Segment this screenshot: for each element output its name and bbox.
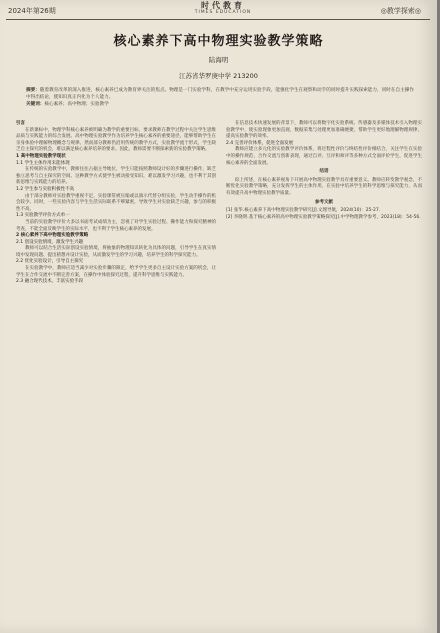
subsection-heading: 2.1 创设实验情境，激发学生兴趣: [16, 239, 84, 245]
keywords: [26, 101, 414, 108]
paragraph: 在传统的实验教学中，教师往往占据主导地位，学生只能按照教师设计好的步骤进行操作，缺乏独立思考与自主探究的空间。这种教学方式使学生被动接受知识，难以激发学习兴趣，也不利于其创新思维与实践能力的培养。: [16, 167, 216, 186]
section-heading: 1 高中物理实验教学现状: [16, 153, 66, 159]
section-heading: 2 核心素养下高中物理实验教学策略: [16, 233, 89, 239]
keywords-text: 核心素养；高中物理；实验教学: [44, 102, 109, 107]
abstract-label: 摘要：: [26, 88, 40, 93]
abstract: [26, 87, 414, 101]
subsection-heading: 2.2 优化实验设计，引导自主探究: [16, 259, 84, 265]
journal-name-en: TIMES EDUCATION: [194, 10, 252, 15]
conclusion-heading: 结语: [319, 169, 329, 175]
issue-label: 2024年第26期: [8, 7, 56, 15]
journal-name: 时代教育: [201, 0, 245, 10]
author-affiliation: 江苏省华罗庚中学 213200: [179, 72, 258, 80]
subsection-heading: 1.2 学生参与实验积极性不高: [16, 186, 75, 192]
subsection-heading: 1.1 学生主体作用未能体现: [16, 160, 70, 166]
paragraph: 在信息技术快速发展的背景下，教师可以将数字化实验系统、传感器及多媒体技术引入物理实验教学中，使实验现象更加直观，数据采集与处理更加准确便捷，帮助学生更好地理解物理规律，提高实验教学的效率。: [226, 121, 422, 140]
author-name: 陆海明: [208, 56, 229, 64]
paragraph: 教师应建立多元化的实验教学评价体系，将过程性评价与终结性评价相结合，关注学生在实验中的操作规范、合作交流与创新表现，通过自评、互评和师评等多种方式全面评价学生，促进学生核心素养的全面发展。: [226, 147, 422, 166]
section-label: ◎教学探索◎: [380, 7, 421, 15]
keywords-label: 关键词：: [26, 102, 45, 107]
reference-item: [1] 张华.核心素养下高中物理实验教学研究[J].文理导航，2024(10)：25-27.: [226, 208, 381, 214]
subsection-heading: 1.3 实验教学评价方式单一: [16, 213, 70, 219]
left-column: [16, 121, 216, 286]
paragraph: 当前的实验教学评价大多以书面考试成绩为主，忽视了对学生实验过程、操作能力和探究精神的考查，不能全面反映学生的实际水平，也不利于学生核心素养的发展。: [16, 219, 216, 232]
header-divider: [6, 19, 430, 20]
article-title: 核心素养下高中物理实验教学策略: [113, 34, 324, 49]
paragraph: 教师可以结合生活实际创设实验情境，将抽象的物理知识转化为具体的问题，引导学生在真实情境中发现问题、提出猜想并设计实验，从而激发学生的学习兴趣，培养学生的科学探究能力。: [16, 246, 216, 258]
references-heading: 参考文献: [315, 199, 333, 205]
right-column: [226, 121, 422, 221]
subsection-heading: 2.3 融合现代技术，丰富实验手段: [16, 279, 84, 285]
journal-masthead: [178, 1, 268, 16]
subsection-heading: 2.4 完善评价体系，促进全面发展: [226, 140, 294, 146]
page-header: [0, 0, 437, 22]
paragraph: 在新课标中，物理学科核心素养被明确为教学的重要目标，要求教师在教学过程中关注学生思维品质与实践能力的综合发展。高中物理实验教学作为培养学生核心素养的重要途径，能够帮助学生在亲身体验中理解物理概念与规律。然而部分教师仍沿用传统的教学方式，实验教学流于形式，学生缺乏自主探究的机会，难以满足核心素养培养的要求。因此，教师需要不断探索新的实验教学策略。: [16, 127, 216, 153]
abstract-text: 随着教育改革的深入推进，核心素养已成为教育界关注的焦点。物理是一门实验学科，在教学中充分运用实验手段，能强化学生在观察和动手的同时提升实践探索能力，同时在自主操作中得出结论，使知识真正内化为个人能力。: [26, 88, 414, 100]
paragraph: 在实验教学中，教师应适当减少对实验步骤的限定，给予学生更多自主设计实验方案的机会，让学生在合作交流中不断完善方案，在操作中体验探究过程，提升科学思维与实践能力。: [16, 266, 216, 278]
paragraph: 综上所述，在核心素养视角下开展高中物理实验教学具有重要意义。教师应转变教学观念，不断优化实验教学策略，充分发挥学生的主体作用，在实验中培养学生的科学思维与探究能力，从而有效提升高中物理实验教学质量。: [226, 177, 422, 196]
section-heading: 引言: [16, 121, 25, 126]
paragraph: 由于部分教师对实验教学重视不足，实验课常被压缩或以演示代替分组实验，学生动手操作的机会较少。同时，一些实验内容与学生生活实际联系不够紧密，导致学生对实验缺乏兴趣，参与的积极性不高。: [16, 193, 216, 212]
reference-item: [2] 李晓明.基于核心素养的高中物理实验教学策略探究[J].中学物理教学参考，2023(18)：54-56.: [226, 214, 421, 220]
